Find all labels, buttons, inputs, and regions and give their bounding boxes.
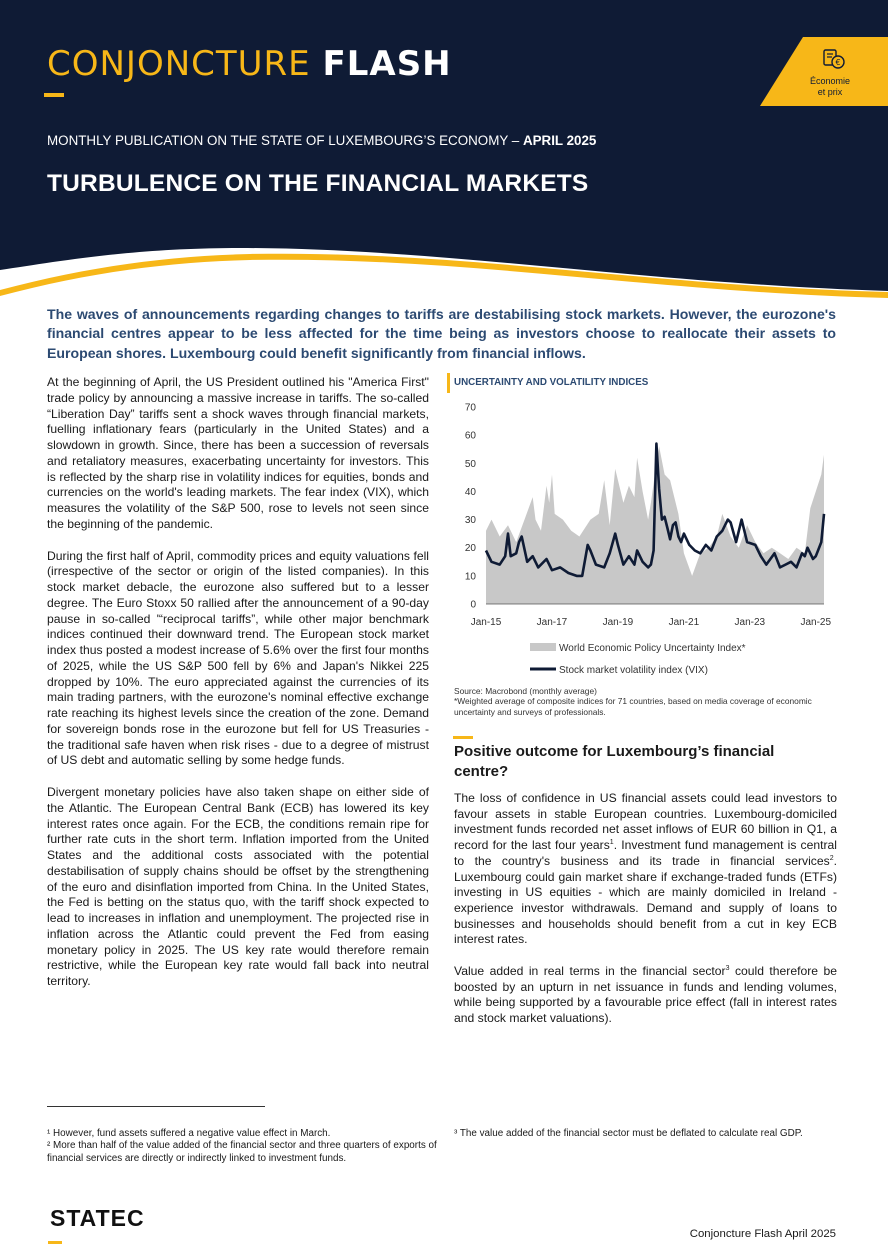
x-tick-label: Jan-17 bbox=[536, 617, 568, 628]
chart-title: UNCERTAINTY AND VOLATILITY INDICES bbox=[454, 377, 649, 388]
legend-label-uncertainty: World Economic Policy Uncertainty Index* bbox=[559, 643, 746, 654]
category-badge-label bbox=[790, 76, 870, 98]
left-column bbox=[47, 375, 429, 1006]
y-tick-label: 40 bbox=[464, 486, 476, 498]
page-title: TURBULENCE ON THE FINANCIAL MARKETS bbox=[47, 170, 589, 197]
brand-word-conjoncture: CONJONCTURE bbox=[47, 44, 311, 84]
section-p1-part-c: . Luxembourg could gain market share if exchange-traded funds (ETFs) investing in US equities - which are mainly domiciled in Ireland - experience investor withdrawals. Demand and supply of loans to businesses and households should benefit from a cut in key ECB interest rates. bbox=[454, 853, 837, 947]
x-tick-label: Jan-21 bbox=[668, 617, 700, 628]
chart-note: *Weighted average of composite indices for 71 countries, based on media coverage of economic uncertainty and surveys of professionals. bbox=[454, 696, 812, 717]
footer-publication-label: Conjoncture Flash April 2025 bbox=[689, 1228, 836, 1240]
brand-underline bbox=[44, 93, 64, 97]
section-body bbox=[454, 791, 837, 1043]
price-tag-euro-icon bbox=[822, 48, 846, 70]
y-tick-label: 20 bbox=[464, 543, 476, 555]
chart-source-line: Source: Macrobond (monthly average) bbox=[454, 686, 597, 696]
legend-swatch-uncertainty bbox=[530, 643, 556, 651]
section-accent-bar bbox=[453, 736, 473, 739]
chart-source bbox=[454, 686, 844, 717]
logo-underline bbox=[48, 1241, 62, 1244]
chart-accent-bar bbox=[447, 373, 450, 393]
subtitle-prefix: MONTHLY PUBLICATION ON THE STATE OF LUXEMBOURG’S ECONOMY – bbox=[47, 133, 523, 148]
badge-label-line1: Économie bbox=[809, 76, 851, 86]
footnote-2: ² More than half of the value added of the financial sector and three quarters of exports of financial services are directly or indirectly linked to investment funds. bbox=[47, 1140, 437, 1164]
section-p2-part-b: could therefore be boosted by an upturn in net issuance in funds and lending volumes, while being supported by a favourable price effect (fall in interest rates and stock market valuations). bbox=[454, 964, 837, 1026]
body-paragraph-1: At the beginning of April, the US President outlined his "America First" trade policy by announcing a massive increase in tariffs. The so-called “Liberation Day” tariffs sent a shock waves through financial markets, fuelling inflationary fears (particularly in the United States) and a slowdown in growth. Since, there has been a succession of reversals and retaliatory measures, exacerbating uncertainty for investors. This is reflected by the sharp rise in volatility indices for equities, bonds and currencies on the world's leading markets. The fear index (VIX), which measures the volatility of the S&P 500, rose to levels not seen since the beginning of the pandemic. bbox=[47, 375, 429, 531]
section-paragraph-1 bbox=[454, 791, 837, 948]
footnote-3: ³ The value added of the financial sector must be deflated to calculate real GDP. bbox=[454, 1128, 803, 1139]
statec-logo: STATEC bbox=[50, 1205, 145, 1231]
section-p1-part-b: . Investment fund management is central to the country's business and its trade in financial services bbox=[454, 838, 837, 868]
publication-subtitle bbox=[47, 133, 596, 148]
footnote-ref-3: 3 bbox=[725, 964, 730, 972]
intro-lead: The waves of announcements regarding changes to tariffs are destabilising stock markets. However, the eurozone's financial centres appear to be less affected for the time being as investors choose to reallocate their assets to European shores. Luxembourg could benefit significantly from financial inflows. bbox=[47, 306, 836, 361]
footnotes-left bbox=[47, 1128, 437, 1165]
y-tick-label: 70 bbox=[464, 402, 476, 414]
svg-text:€: € bbox=[835, 58, 841, 67]
footnote-divider bbox=[47, 1106, 265, 1107]
footnotes-right bbox=[454, 1128, 844, 1140]
section-p2-part-a: Value added in real terms in the financial sector bbox=[454, 964, 726, 979]
footnote-ref-2: 2 bbox=[829, 854, 834, 862]
x-tick-label: Jan-23 bbox=[734, 617, 766, 628]
y-tick-label: 50 bbox=[464, 458, 476, 470]
legend-label-vix: Stock market volatility index (VIX) bbox=[559, 665, 708, 676]
body-paragraph-3: Divergent monetary policies have also taken shape on either side of the Atlantic. The European Central Bank (ECB) has lowered its key interest rates once again. For the ECB, the conditions remain ripe for further rate cuts in the short term. Inflation imported from the United States and the additional costs associated with the potential destabilisation of supply chains should be offset by the strengthening of the euro and disinflation imported from China. In the United States, the Fed is betting on the status quo, with the tariff shock expected to lead to increases in inflation and unemployment. The projected rise in inflation across the Atlantic could prevent the Fed from easing monetary policy in 2025. The US key rate would therefore remain restrictive, while the European key rate would fall back into neutral territory. bbox=[47, 785, 429, 988]
y-tick-label: 30 bbox=[464, 515, 476, 527]
footnote-1: ¹ However, fund assets suffered a negative value effect in March. bbox=[47, 1128, 331, 1139]
y-tick-label: 0 bbox=[470, 599, 476, 611]
y-tick-label: 10 bbox=[464, 571, 476, 583]
section-title: Positive outcome for Luxembourg’s financial centre? bbox=[454, 743, 775, 780]
x-tick-label: Jan-19 bbox=[602, 617, 634, 628]
footnote-ref-1: 1 bbox=[609, 839, 614, 847]
subtitle-month: APRIL 2025 bbox=[522, 133, 597, 148]
badge-label-line2: et prix bbox=[817, 87, 843, 97]
x-tick-label: Jan-15 bbox=[470, 617, 502, 628]
brand-wordmark bbox=[47, 44, 452, 84]
section-paragraph-2 bbox=[454, 964, 837, 1027]
body-paragraph-2: During the first half of April, commodity prices and equity valuations fell (irrespective of the sector or origin of the listed companies). In this stock market debacle, the eurozone also suffered but to a lesser degree. The Euro Stoxx 50 rallied after the announcement of a 90-day pause in so-called '“reciprocal tariffs”, while other major benchmark indices continued their downward trend. The European stock market index thus posted a modest increase of 5.6% over the first four months of 2025, while the US S&P 500 fell by 6% and Japan's Nikkei 225 dropped by 10%. The euro appreciated against the currencies of its main trading partners, with the eurozone's nominal effective exchange rate reaching its highest levels since the creation of the zone. Demand for sovereign bonds rose in the eurozone but fell for US Treasuries - the traditional safe haven when risk rises - due to a degree of mistrust of US debt and automatic selling by some hedge funds. bbox=[47, 548, 429, 768]
brand-word-flash: FLASH bbox=[322, 44, 452, 84]
y-tick-label: 60 bbox=[464, 430, 476, 442]
x-tick-label: Jan-25 bbox=[800, 617, 832, 628]
section-p1-part-a: The loss of confidence in US financial assets could lead investors to favour assets in stable European countries. Luxembourg-domiciled investment funds recorded net asset inflows of EUR 60 billion in Q1, a record for the last four years bbox=[454, 791, 837, 853]
uncertainty-volatility-chart bbox=[440, 393, 840, 688]
